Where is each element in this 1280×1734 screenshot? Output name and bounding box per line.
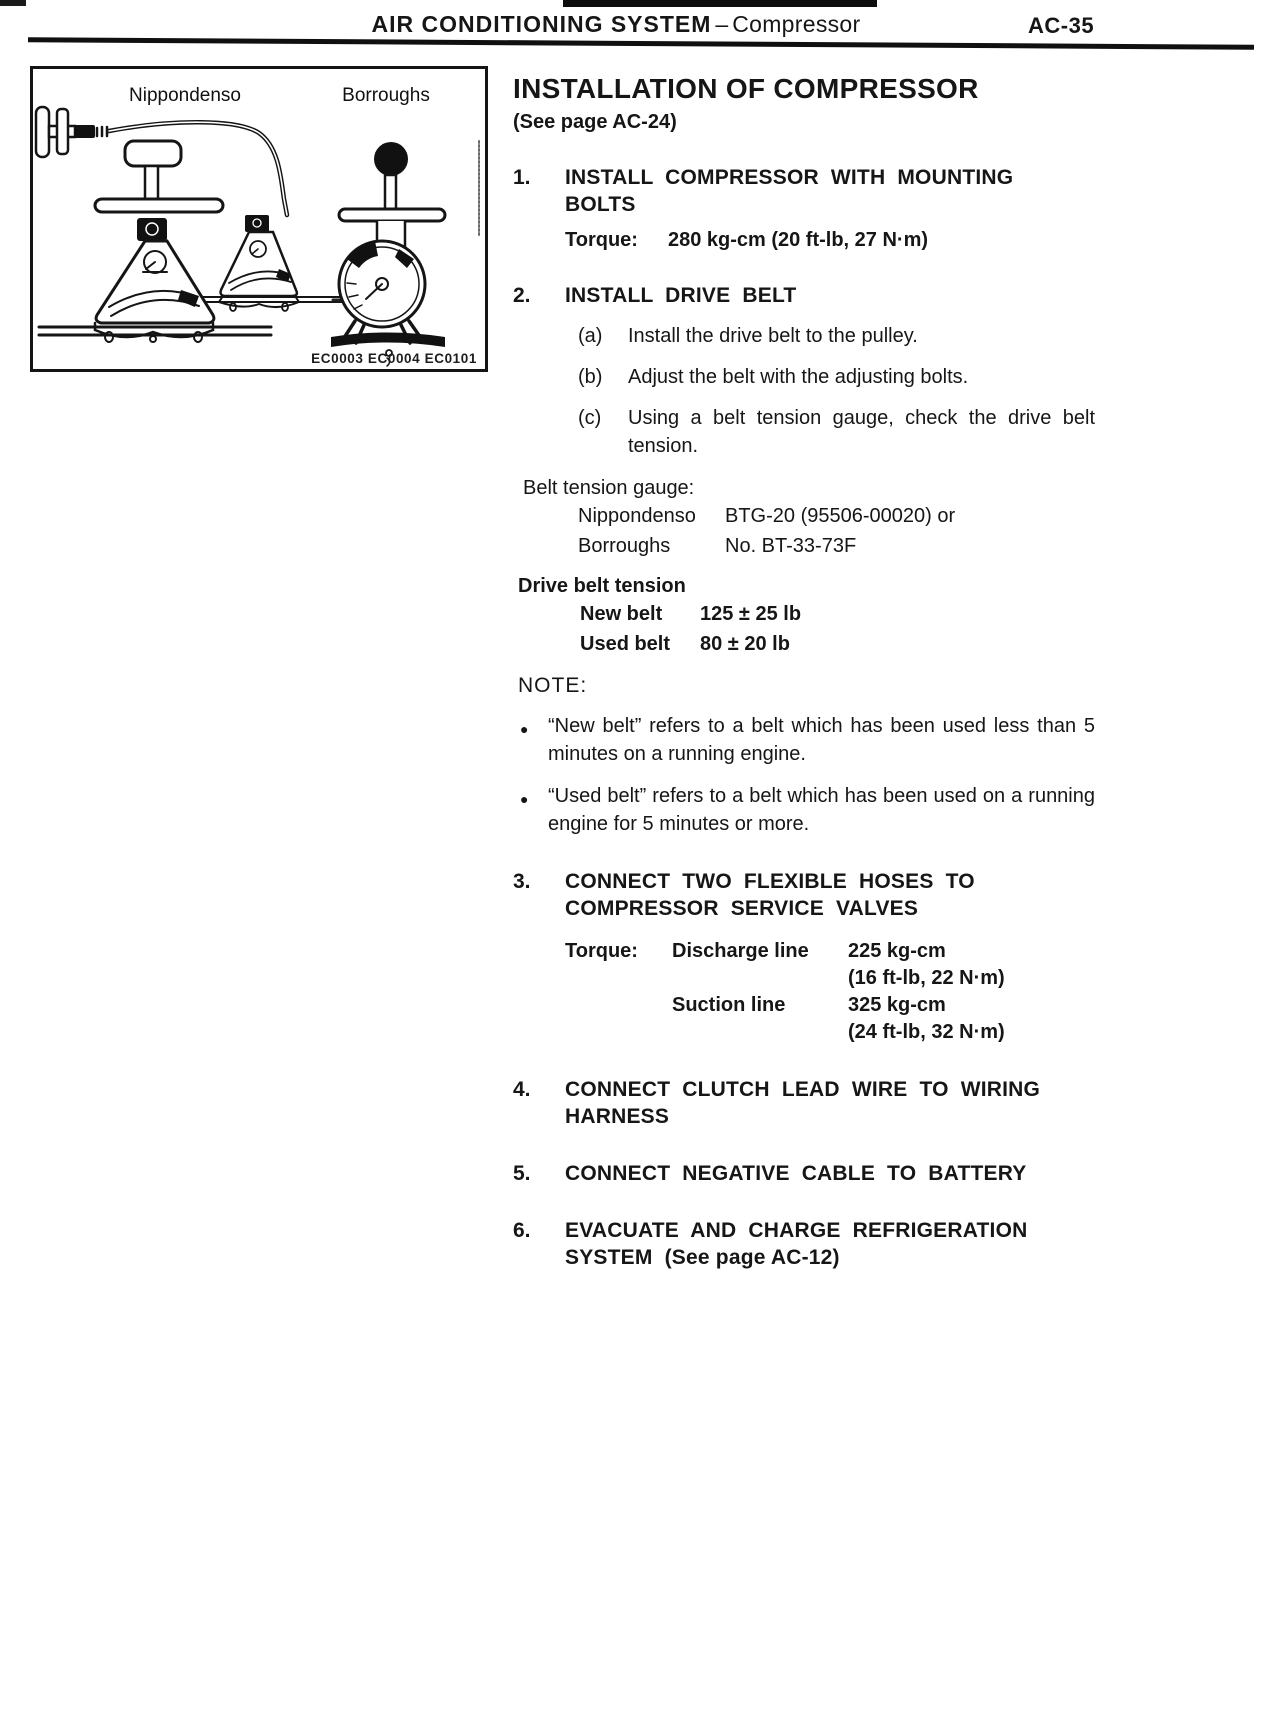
instructions-column [513,74,1095,1271]
gauge-name: Borroughs [578,535,671,557]
belt-tension-gauges-illustration [33,69,485,369]
step-3 [513,868,1095,1046]
scan-artifact-top-bar [563,0,877,7]
gauge-value: BTG-20 (95506-00020) or [725,505,956,527]
header-dash: – [715,11,729,37]
belt-tension-gauge-heading: Belt tension gauge: [523,477,695,499]
tension-name: New belt [580,603,663,625]
see-page-ref: (See page AC-24) [513,111,677,133]
step-heading: CONNECT TWO FLEXIBLE HOSES TO COMPRESSOR SERVICE VALVES [565,870,975,920]
torque-line-name: Suction line [672,994,786,1016]
substep-a [578,322,1095,350]
torque-table [565,938,1095,1046]
note-heading: NOTE: [518,674,588,697]
page-number: AC-35 [1028,13,1095,38]
tension-row-new-belt [580,600,1095,628]
drive-belt-tension-heading: Drive belt tension [518,575,686,597]
torque-value-alt: (16 ft-lb, 22 N·m) [848,967,1005,989]
tension-row-used-belt [580,630,1095,658]
note-text: “Used belt” refers to a belt which has been used on a running engine for 5 minutes or more. [548,785,1095,835]
step-number: 4. [513,1078,531,1101]
torque-spec [565,229,1095,252]
step-6 [513,1217,1095,1271]
gauge-name: Nippondenso [578,505,696,527]
step-heading: CONNECT NEGATIVE CABLE TO BATTERY [565,1162,1027,1185]
header-section-title: AIR CONDITIONING SYSTEM [371,11,712,37]
step-4 [513,1076,1095,1130]
torque-value-alt: (24 ft-lb, 32 N·m) [848,1021,1005,1043]
figure-label-nippondenso: Nippondenso [129,85,241,106]
substep-text: Install the drive belt to the pulley. [628,325,918,347]
step-number: 5. [513,1162,531,1185]
note-text: “New belt” refers to a belt which has been used less than 5 minutes on a running engine. [548,715,1095,765]
note-item [513,712,1095,768]
step-number: 1. [513,166,531,189]
step-heading: INSTALL DRIVE BELT [565,284,797,307]
note-item [513,782,1095,838]
header-rule [28,37,1254,49]
header-topic: Compressor [732,11,861,37]
step-heading: EVACUATE AND CHARGE REFRIGERATION SYSTEM (See page AC-12) [565,1219,1028,1269]
bullet-icon: ● [520,721,529,737]
figure-belt-tension-gauges [30,66,488,372]
figure-label-borroughs: Borroughs [342,85,430,106]
tension-value: 80 ± 20 lb [700,633,790,655]
torque-value: 325 kg-cm [848,994,946,1016]
torque-line-values [848,992,1005,1046]
step-heading: INSTALL COMPRESSOR WITH MOUNTING BOLTS [565,166,1014,216]
substep-text: Adjust the belt with the adjusting bolts. [628,366,969,388]
substep-text: Using a belt tension gauge, check the drive belt tension. [628,407,1095,457]
scan-artifact-corner [0,0,26,6]
figure-code: EC0003 EC0004 EC0101 [311,351,477,366]
substep-label: (b) [578,366,603,388]
bullet-icon: ● [520,791,529,807]
gauge-row-nippondenso [578,502,1095,530]
gauge-value: No. BT-33-73F [725,535,857,557]
gauge-row-borroughs [578,532,1095,560]
torque-label: Torque: [565,229,638,251]
see-page-ref: (See page AC-12) [664,1246,840,1269]
substep-c [578,404,1095,460]
step-number: 6. [513,1219,531,1242]
substep-label: (c) [578,407,602,429]
tension-value: 125 ± 25 lb [700,603,802,625]
torque-line-values [848,938,1005,992]
torque-label: Torque: [565,940,638,962]
step-5 [513,1160,1095,1187]
step-number: 2. [513,284,531,307]
torque-value: 225 kg-cm [848,940,946,962]
step-number: 3. [513,870,531,893]
substep-label: (a) [578,325,603,347]
torque-value: 280 kg-cm (20 ft-lb, 27 N·m) [667,229,929,251]
section-title: INSTALLATION OF COMPRESSOR [513,73,979,104]
torque-line-name: Discharge line [672,940,809,962]
tension-name: Used belt [580,633,671,655]
step-heading: CONNECT CLUTCH LEAD WIRE TO WIRING HARNESS [565,1078,1041,1128]
step-1 [513,164,1095,252]
step-2 [513,282,1095,838]
substep-b [578,363,1095,391]
